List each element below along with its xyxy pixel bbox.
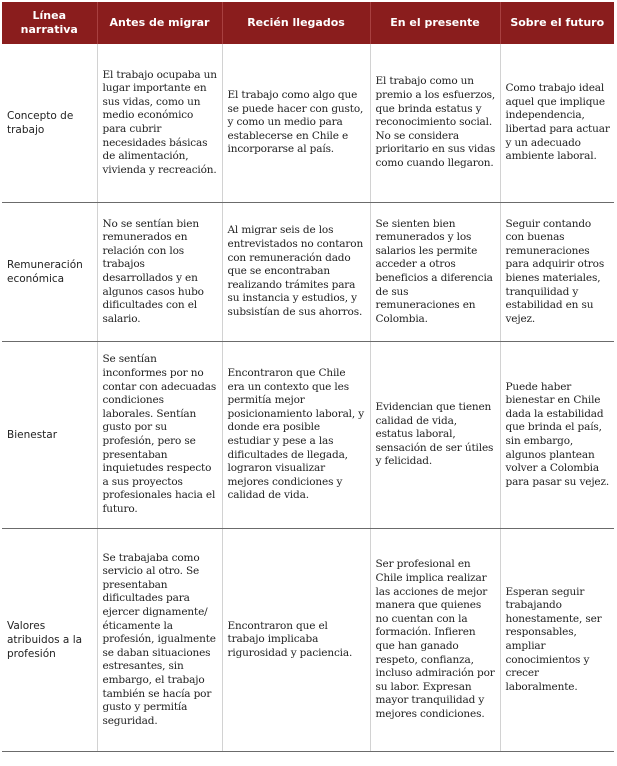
table-row bbox=[2, 44, 614, 203]
cell-antes: No se sentían bien remunerados en relación con los trabajos desarrollados y en algunos casos hubo dificultades con el salario. bbox=[97, 203, 222, 342]
narrative-table bbox=[2, 2, 614, 752]
header-row bbox=[2, 2, 614, 44]
cell-presente: Evidencian que tienen calidad de vida, estatus laboral, sensación de ser útiles y felicidad. bbox=[370, 342, 500, 529]
cell-recien: Al migrar seis de los entrevistados no contaron con remuneración dado que se encontraban realizando trámites para su instancia y estudios, y subsistían de sus ahorros. bbox=[222, 203, 370, 342]
row-label: Valores atribuidos a la profesión bbox=[2, 529, 97, 752]
row-label: Remuneración económica bbox=[2, 203, 97, 342]
cell-antes: Se sentían inconformes por no contar con adecuadas condiciones laborales. Sentían gusto por su profesión, pero se presentaban inquietudes respecto a sus proyectos profesionales hacia el futuro. bbox=[97, 342, 222, 529]
row-label: Concepto de trabajo bbox=[2, 44, 97, 203]
cell-presente: Se sienten bien remunerados y los salarios les permite acceder a otros beneficios a diferencia de sus remuneraciones en Colombia. bbox=[370, 203, 500, 342]
table-body bbox=[2, 44, 614, 752]
table-row bbox=[2, 342, 614, 529]
header-antes-de-migrar: Antes de migrar bbox=[97, 2, 222, 44]
header-sobre-el-futuro: Sobre el futuro bbox=[500, 2, 614, 44]
cell-antes: Se trabajaba como servicio al otro. Se presentaban dificultades para ejercer dignamente/éticamente la profesión, igualmente se daban situaciones estresantes, sin embargo, el trabajo también se hacía por gusto y permitía seguridad. bbox=[97, 529, 222, 752]
cell-futuro: Esperan seguir trabajando honestamente, ser responsables, ampliar conocimientos y crecer laboralmente. bbox=[500, 529, 614, 752]
cell-presente: Ser profesional en Chile implica realizar las acciones de mejor manera que quienes no cuentan con la formación. Infieren que han ganado respeto, confianza, incluso admiración por su labor. Expresan mayor tranquilidad y mejores condiciones. bbox=[370, 529, 500, 752]
cell-futuro: Como trabajo ideal aquel que implique independencia, libertad para actuar y un adecuado ambiente laboral. bbox=[500, 44, 614, 203]
header-linea-narrativa: Línea narrativa bbox=[2, 2, 97, 44]
cell-recien: Encontraron que el trabajo implicaba rigurosidad y paciencia. bbox=[222, 529, 370, 752]
table-row bbox=[2, 203, 614, 342]
cell-futuro: Puede haber bienestar en Chile dada la estabilidad que brinda el país, sin embargo, algunos plantean volver a Colombia para pasar su vejez. bbox=[500, 342, 614, 529]
cell-recien: Encontraron que Chile era un contexto que les permitía mejor posicionamiento laboral, y donde era posible estudiar y pese a las dificultades de llegada, lograron visualizar mejores condiciones y calidad de vida. bbox=[222, 342, 370, 529]
cell-futuro: Seguir contando con buenas remuneraciones para adquirir otros bienes materiales, tranquilidad y estabilidad en su vejez. bbox=[500, 203, 614, 342]
cell-antes: El trabajo ocupaba un lugar importante en sus vidas, como un medio económico para cubrir necesidades básicas de alimentación, vivienda y recreación. bbox=[97, 44, 222, 203]
table-header bbox=[2, 2, 614, 44]
cell-recien: El trabajo como algo que se puede hacer con gusto, y como un medio para establecerse en Chile e incorporarse al país. bbox=[222, 44, 370, 203]
table-row bbox=[2, 529, 614, 752]
header-en-el-presente: En el presente bbox=[370, 2, 500, 44]
header-recien-llegados: Recién llegados bbox=[222, 2, 370, 44]
row-label: Bienestar bbox=[2, 342, 97, 529]
cell-presente: El trabajo como un premio a los esfuerzos, que brinda estatus y reconocimiento social. No se considera prioritario en sus vidas como cuando llegaron. bbox=[370, 44, 500, 203]
